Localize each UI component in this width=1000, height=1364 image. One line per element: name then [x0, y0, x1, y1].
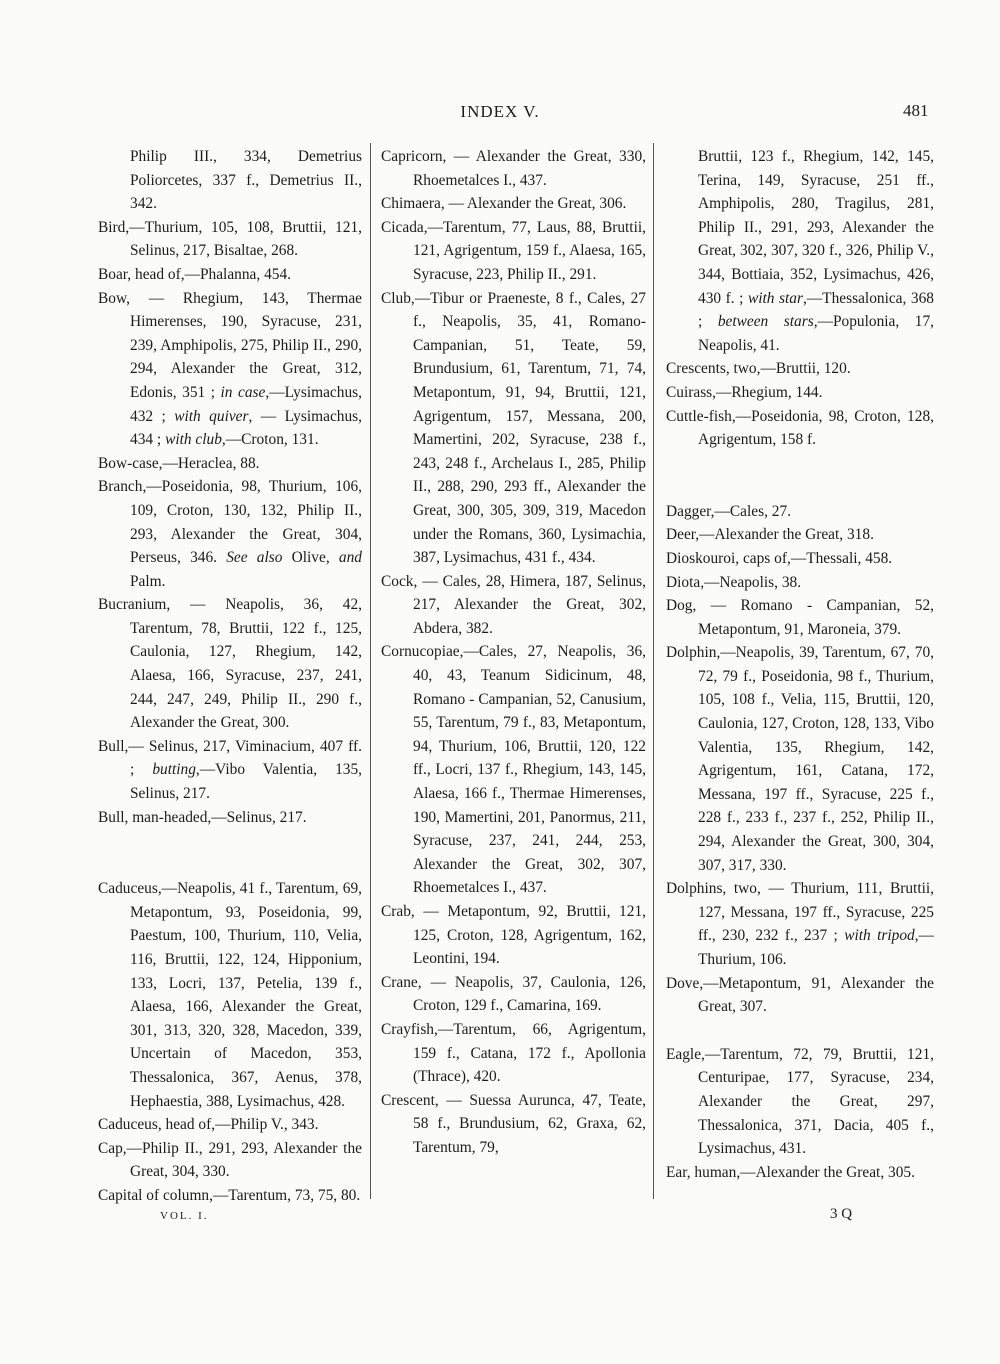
index-entry: Bruttii, 123 f., Rhegium, 142, 145, Terina, 149, Syracuse, 251 ff., Amphipolis, 280, Tragilus, 281, Philip II., 291, 293, Alexander the Great, 302, 307, 320 f., 326, Philip V., 344, Bottiaia, 352, Lysimachus, 426, 430 f. ; with star,—Thessalonica, 368 ; between stars,—Populonia, 17, Neapolis, 41.: [698, 148, 934, 354]
index-column-3: [666, 145, 934, 1184]
index-entry: Cuttle-fish,—Poseidonia, 98, Croton, 128, Agrigentum, 158 f.: [666, 407, 934, 449]
index-entry: Eagle,—Tarentum, 72, 79, Bruttii, 121, Centuripae, 177, Syracuse, 234, Alexander the Great, 297, Thessalonica, 371, Dacia, 405 f., Lysimachus, 431.: [666, 1045, 934, 1158]
index-entry: Cap,—Philip II., 291, 293, Alexander the Great, 304, 330.: [98, 1139, 362, 1181]
index-entry: Cock, — Cales, 28, Himera, 187, Selinus, 217, Alexander the Great, 302, Abdera, 382.: [381, 572, 646, 637]
index-entry: Dove,—Metapontum, 91, Alexander the Great, 307.: [666, 974, 934, 1016]
signature-mark: VOL. I.: [160, 1210, 209, 1222]
column-rule-left: [370, 143, 371, 1199]
section-gap: [666, 452, 934, 500]
index-entry: Dagger,—Cales, 27.: [666, 502, 792, 520]
index-entry: Bull, man-headed,—Selinus, 217.: [98, 808, 307, 826]
index-entry: Dolphins, two, — Thurium, 111, Bruttii, 127, Messana, 197 ff., Syracuse, 225 ff., 230, 232 f., 237 ; with tripod,—Thurium, 106.: [666, 880, 934, 968]
index-entry: Bucranium, — Neapolis, 36, 42, Tarentum, 78, Bruttii, 122 f., 125, Caulonia, 127, Rhegium, 142, Alaesa, 166, Syracuse, 237, 241, 244, 247, 249, Philip II., 290 f., Alexander the Great, 300.: [98, 596, 362, 732]
section-gap: [98, 829, 362, 877]
index-entry: Crab, — Metapontum, 92, Bruttii, 121, 125, Croton, 128, Agrigentum, 162, Leontini, 194.: [381, 903, 646, 968]
index-entry: Capricorn, — Alexander the Great, 330, Rhoemetalces I., 437.: [381, 148, 646, 189]
index-entry: Dioskouroi, caps of,—Thessali, 458.: [666, 549, 893, 567]
index-entry: Caduceus, head of,—Philip V., 343.: [98, 1116, 319, 1134]
section-gap: [666, 1019, 934, 1043]
index-entry: Capital of column,—Tarentum, 73, 75, 80.: [98, 1186, 361, 1204]
index-entry: Crescent, — Suessa Aurunca, 47, Teate, 58 f., Brundusium, 62, Graxa, 62, Tarentum, 79,: [381, 1091, 646, 1156]
index-entry: Crane, — Neapolis, 37, Caulonia, 126, Croton, 129 f., Camarina, 169.: [381, 973, 646, 1015]
index-entry: Bird,—Thurium, 105, 108, Bruttii, 121, Selinus, 217, Bisaltae, 268.: [98, 218, 362, 260]
index-column-2: [381, 145, 646, 1160]
index-entry: Dog, — Romano - Campanian, 52, Metapontum, 91, Maroneia, 379.: [666, 597, 934, 638]
index-entry: Dolphin,—Neapolis, 39, Tarentum, 67, 70, 72, 79 f., Poseidonia, 98 f., Thurium, 105, 108 f., Velia, 115, Bruttii, 120, Caulonia, 127, Croton, 128, 133, Vibo Valentia, 135, Rhegium, 142, Agrigentum, 161, Catana, 172, Messana, 197 ff., Syracuse, 225 f., 228 f., 233 f., 237 f., 252, Philip II., 294, Alexander the Great, 300, 304, 307, 317, 330.: [666, 644, 934, 874]
running-header: INDEX V.: [460, 102, 540, 121]
index-entry: Philip III., 334, Demetrius Poliorcetes, 337 f., Demetrius II., 342.: [130, 148, 362, 213]
index-entry: Deer,—Alexander the Great, 318.: [666, 526, 874, 544]
index-entry: Diota,—Neapolis, 38.: [666, 573, 802, 591]
column-rule-right: [653, 143, 654, 1199]
index-entry: Cicada,—Tarentum, 77, Laus, 88, Bruttii, 121, Agrigentum, 159 f., Alaesa, 165, Syracuse, 223, Philip II., 291.: [381, 218, 646, 283]
index-entry: Ear, human,—Alexander the Great, 305.: [666, 1163, 915, 1181]
index-entry: Bull,— Selinus, 217, Viminacium, 407 ff. ; butting,—Vibo Valentia, 135, Selinus, 217.: [98, 737, 363, 803]
index-column-1: [98, 145, 362, 1208]
index-entry: Chimaera, — Alexander the Great, 306.: [381, 195, 627, 213]
index-entry: Crescents, two,—Bruttii, 120.: [666, 360, 851, 378]
page-number: 481: [903, 101, 929, 120]
index-entry: Cuirass,—Rhegium, 144.: [666, 383, 823, 401]
index-entry: Branch,—Poseidonia, 98, Thurium, 106, 109, Croton, 130, 132, Philip II., 293, Alexander the Great, 304, Perseus, 346. See also Olive, and Palm.: [98, 478, 362, 590]
index-entry: Bow-case,—Heraclea, 88.: [98, 454, 260, 472]
index-entry: Cornucopiae,—Cales, 27, Neapolis, 36, 40, 43, Teanum Sidicinum, 48, Romano - Campanian, 52, Canusium, 55, Tarentum, 79 f., 83, Metapontum, 94, Thurium, 106, Bruttii, 120, 122 ff., Locri, 137 f., Rhegium, 143, 145, Alaesa, 166 f., Thermae Himerenses, 190, Mamertini, 201, Panormus, 211, Syracuse, 237, 241, 244, 253, Alexander the Great, 302, 307, Rhoemetalces I., 437.: [381, 643, 646, 897]
index-entry: Club,—Tibur or Praeneste, 8 f., Cales, 27 f., Neapolis, 35, 41, Romano-Campanian, 51, Teate, 59, Brundusium, 61, Tarentum, 71, 74, Metapontum, 91, 94, Bruttii, 121, Agrigentum, 157, Messana, 200, Mamertini, 202, Syracuse, 238 f., 243, 248 f., Archelaus I., 285, Philip II., 288, 290, 293 ff., Alexander the Great, 300, 305, 309, 319, Macedon under the Romans, 360, Lysimachia, 387, Lysimachus, 431 f., 434.: [381, 289, 646, 567]
index-entry: Caduceus,—Neapolis, 41 f., Tarentum, 69, Metapontum, 93, Poseidonia, 99, Paestum, 100, Thurium, 110, Velia, 116, Bruttii, 122, 124, Hipponium, 133, Locri, 137, Petelia, 139 f., Alaesa, 166, Alexander the Great, 301, 313, 320, 328, Macedon, 339, Uncertain of Macedon, 353, Thessalonica, 367, Aenus, 378, Hephaestia, 388, Lysimachus, 428.: [98, 880, 362, 1110]
index-entry: Boar, head of,—Phalanna, 454.: [98, 265, 291, 283]
index-entry: Bow, — Rhegium, 143, Thermae Himerenses, 190, Syracuse, 231, 239, Amphipolis, 275, Philip II., 290, 294, Alexander the Great, 312, Edonis, 351 ; in case,—Lysimachus, 432 ; with quiver, — Lysimachus, 434 ; with club,—Croton, 131.: [98, 289, 362, 449]
index-entry: Crayfish,—Tarentum, 66, Agrigentum, 159 f., Catana, 172 f., Apollonia (Thrace), 420.: [381, 1020, 646, 1086]
gathering-mark: 3 Q: [830, 1206, 853, 1222]
